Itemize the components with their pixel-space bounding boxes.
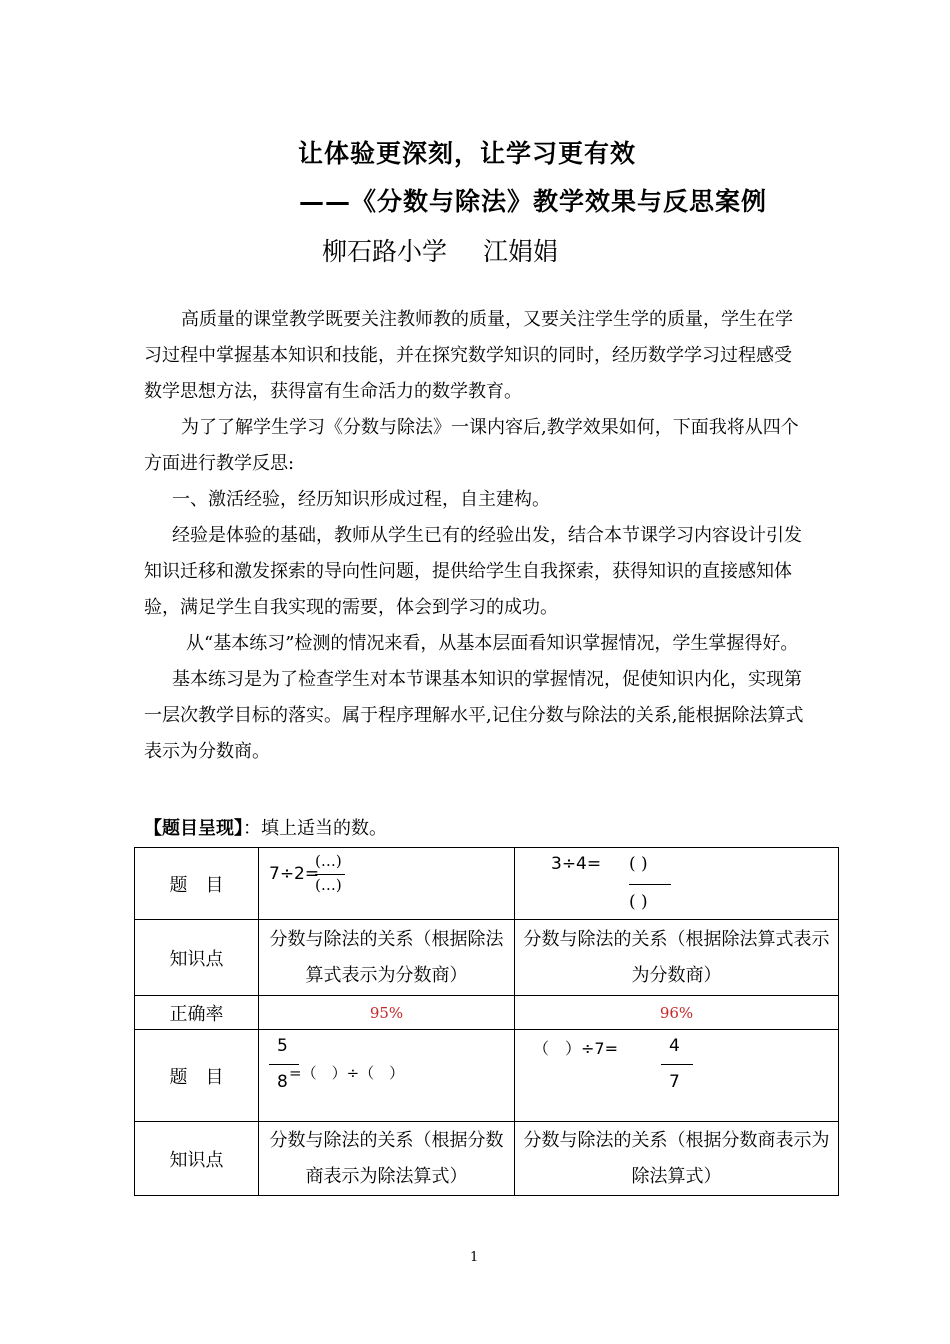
fraction-numerator: (…)	[315, 852, 342, 870]
row-label: 知识点	[135, 1122, 259, 1196]
knowledge-cell: 分数与除法的关系（根据除法算式表示为分数商）	[259, 920, 515, 996]
knowledge-cell: 分数与除法的关系（根据分数商表示为除法算式）	[515, 1122, 839, 1196]
table-row	[135, 920, 839, 996]
document-subtitle: ——《分数与除法》教学效果与反思案例	[299, 187, 768, 216]
paragraph: 从“基本练习”检测的情况来看，从基本层面看知识掌握情况，学生掌握得好。	[186, 633, 799, 654]
author-name: 江娟娟	[483, 237, 559, 266]
results-table	[134, 847, 839, 1196]
question-cell	[259, 1030, 515, 1122]
question-cell	[515, 848, 839, 920]
fraction-bar	[315, 874, 345, 875]
fraction-denominator: (…)	[315, 876, 342, 894]
knowledge-cell: 分数与除法的关系（根据除法算式表示为分数商）	[515, 920, 839, 996]
question-heading-label: 【题目呈现】	[144, 818, 243, 839]
accuracy-value: 96%	[515, 996, 839, 1030]
row-label: 正确率	[135, 996, 259, 1030]
section-heading-1: 一、激活经验，经历知识形成过程，自主建构。	[172, 489, 550, 510]
paragraph: 基本练习是为了检查学生对本节课基本知识的掌握情况，促使知识内化，实现第一层次教学目标的落实。属于程序理解水平,记住分数与除法的关系,能根据除法算式表示为分数商。	[144, 669, 804, 762]
question-heading	[144, 814, 387, 844]
row-label: 知识点	[135, 920, 259, 996]
fraction-denominator: ( )	[629, 892, 648, 912]
fraction-numerator: 4	[669, 1036, 680, 1056]
author-school: 柳石路小学	[322, 237, 448, 266]
page-number: 1	[470, 1250, 479, 1265]
row-label: 题 目	[135, 1030, 259, 1122]
knowledge-cell: 分数与除法的关系（根据分数商表示为除法算式）	[259, 1122, 515, 1196]
fraction-denominator: 8	[277, 1072, 288, 1092]
paragraph: 经验是体验的基础，教师从学生已有的经验出发，结合本节课学习内容设计引发知识迁移和激发探索的导向性问题，提供给学生自我探索，获得知识的直接感知体验，满足学生自我实现的需要，体会到学习的成功。	[144, 525, 802, 618]
question-expression: =（ ）÷（ ）	[289, 1064, 405, 1082]
document-title: 让体验更深刻，让学习更有效	[298, 139, 637, 168]
fraction-bar	[661, 1064, 693, 1065]
question-expression: 7÷2=	[269, 864, 320, 884]
accuracy-value: 95%	[259, 996, 515, 1030]
question-expression: 3÷4=	[551, 854, 602, 874]
row-label: 题 目	[135, 848, 259, 920]
question-expression: （ ）÷7=	[533, 1039, 618, 1058]
question-heading-text: ：填上适当的数。	[243, 818, 387, 839]
paragraph: 为了了解学生学习《分数与除法》一课内容后,教学效果如何，下面我将从四个方面进行教学反思:	[144, 417, 799, 474]
table-row	[135, 996, 839, 1030]
fraction-bar	[629, 884, 671, 885]
question-cell	[259, 848, 515, 920]
table-row	[135, 1122, 839, 1196]
question-cell	[515, 1030, 839, 1122]
author-line	[322, 232, 558, 268]
fraction-denominator: 7	[669, 1072, 680, 1092]
fraction-numerator: ( )	[629, 854, 648, 874]
body-text	[144, 302, 808, 770]
paragraph: 高质量的课堂教学既要关注教师教的质量，又要关注学生学的质量，学生在学习过程中掌握基本知识和技能，并在探究数学知识的同时，经历数学学习过程感受数学思想方法，获得富有生命活力的数学教育。	[144, 309, 793, 402]
table-row	[135, 1030, 839, 1122]
table-row	[135, 848, 839, 920]
fraction-numerator: 5	[277, 1036, 288, 1056]
